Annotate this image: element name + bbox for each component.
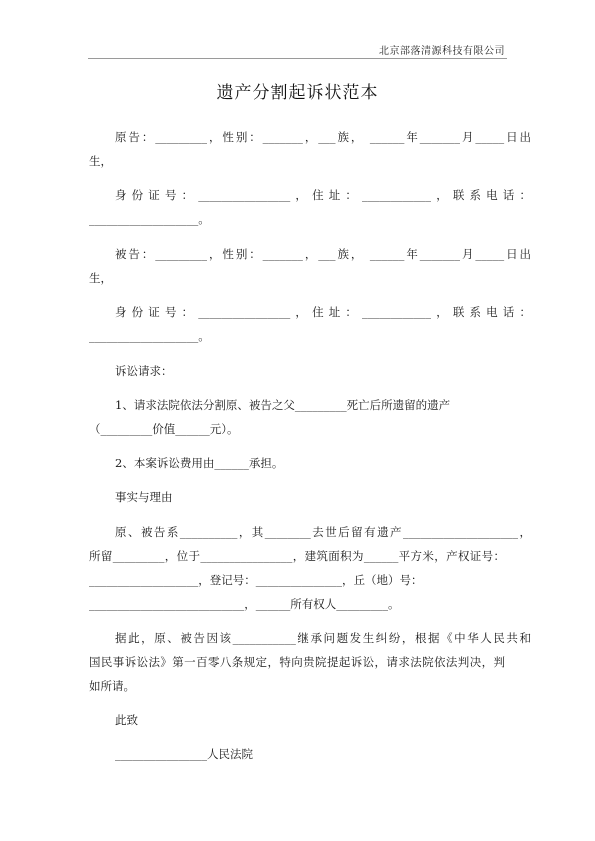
plaintiff-id-line: 身份证号：________________，住址：____________，联系电话： (115, 188, 531, 202)
defendant-info-line-continued: 生， (89, 271, 112, 285)
header-company-name: 北京部落清源科技有限公司 (379, 46, 505, 57)
claim-1-line: 1、请求法院依法分割原、被告之父_________死亡后所遗留的遗产 (115, 398, 451, 412)
claim-1-line-continued: （_________价值______元）。 (89, 422, 239, 436)
header-divider (88, 58, 507, 59)
defendant-id-line: 身份证号：________________，住址：____________，联系电话： (115, 305, 531, 319)
facts-line-3: ___________________，登记号：_______________，丘（地）号： (89, 573, 423, 587)
court-name-line: ________________人民法院 (115, 747, 253, 761)
document-title: 遗产分割起诉状范本 (216, 83, 379, 103)
facts-line-2: 所留_________，位于________________，建筑面积为______平方米，产权证号： (89, 549, 505, 563)
claim-2-line: 2、本案诉讼费用由______承担。 (115, 456, 284, 470)
defendant-phone-line: ___________________。 (89, 329, 210, 343)
reason-line-1: 据此，原、被告因该___________继承问题发生纠纷，根据《中华人民共和 (115, 631, 531, 645)
facts-line-4: ___________________________，______所有权人_________。 (89, 597, 400, 611)
reason-line-3: 如所请。 (89, 679, 135, 693)
claims-heading: 诉讼请求： (115, 364, 173, 378)
reason-line-2: 国民事诉讼法》第一百零八条规定，特向贵院提起诉讼，请求法院依法判决，判 (89, 655, 505, 669)
facts-line-1: 原、被告系__________，其________去世后留有遗产____________________， (115, 525, 531, 539)
defendant-info-line: 被告：_________，性别：_______，___族， ______年_______月_____日出 (115, 247, 531, 261)
plaintiff-info-line-continued: 生， (89, 154, 112, 168)
facts-heading: 事实与理由 (115, 490, 173, 504)
closing-salutation: 此致 (115, 713, 138, 727)
plaintiff-phone-line: ___________________。 (89, 212, 210, 226)
plaintiff-info-line: 原告：_________，性别：_______，___族， ______年_______月_____日出 (115, 130, 531, 144)
